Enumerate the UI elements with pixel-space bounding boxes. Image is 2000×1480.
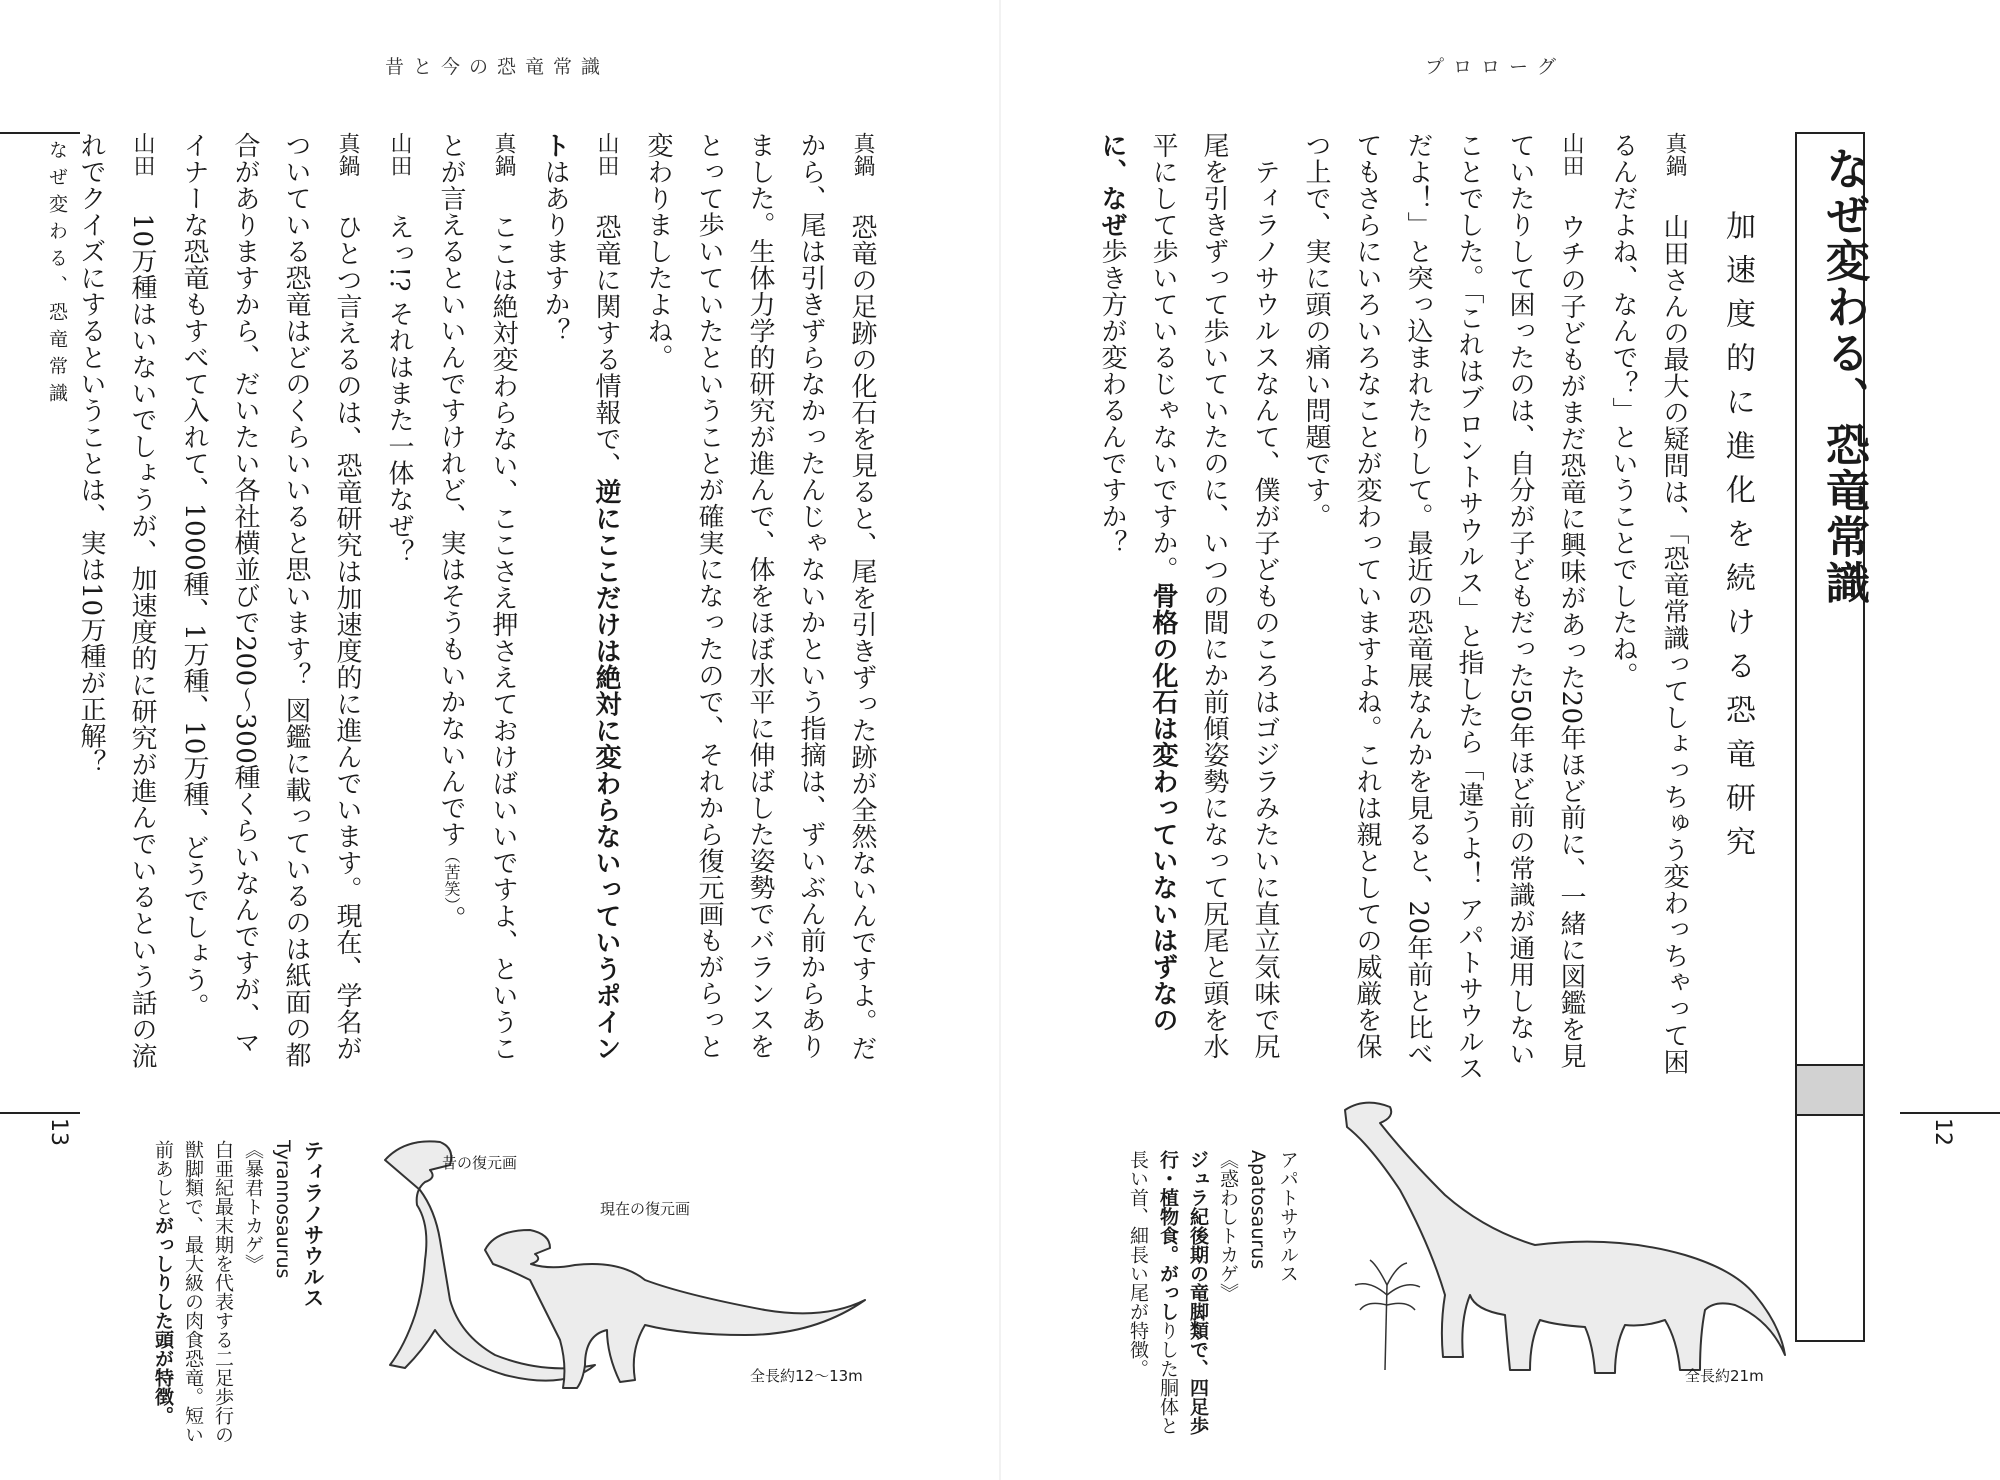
label-current-restoration: 現在の復元画 (600, 1200, 691, 1218)
label-old-restoration: 昔の復元画 (442, 1154, 518, 1172)
emphasis-text: 逆にここだけは絶対に変わらないっていうポイント (540, 132, 621, 1062)
section-spine-title: なぜ変わる、恐竜常識 (46, 140, 68, 410)
apatosaurus-length-label: 全長約21m (1685, 1367, 1764, 1385)
dialogue-paragraph: 真鍋 ひとつ言えるのは、恐竜研究は加速度的に進んでいます。現在、学名がついている恐竜はどのくらいいると思います？ 図鑑に載っているのは紙面の都合がありますから、だいたい各社横並びで200〜300種くらいなんですが、マイナーな恐竜もすべて入れて、1000種、1万種、10万種、どうでしょう。 (179, 132, 362, 1069)
dialogue-paragraph: 山田 恐竜に関する情報で、逆にここだけは絶対に変わらないっていうポイントはありますか？ (540, 132, 621, 1062)
caption-name-latin: Apatosaurus (1247, 1150, 1269, 1270)
chapter-title: なぜ変わる、恐竜常識 (1818, 146, 1869, 606)
dialogue-paragraph: 真鍋 ここは絶対変わらない、ここさえ押さえておけばいいですよ、ということが言えるといいんですけれど、実はそうもいかないんです（苦笑）。 (436, 132, 518, 1062)
caption-description: 白亜紀最末期を代表する二足歩行の獣脚類で、最大級の肉食恐竜。短い前あしとがっしりした頭が特徴。 (152, 1140, 234, 1444)
caption-name-latin: Tyrannosaurus (272, 1140, 294, 1279)
trex-length-label: 全長約12〜13m (750, 1367, 863, 1385)
page-number-left: 13 (46, 1118, 71, 1146)
trex-caption (128, 1140, 328, 1450)
cycad-plant (1355, 1260, 1420, 1370)
right-body-text (1097, 132, 1700, 1082)
caption-meaning: 《惑わしトカゲ》 (1217, 1150, 1239, 1302)
dialogue-paragraph: ティラノサウルスなんて、僕が子どものころはゴジラみたいに直立気味で尻尾を引きずって歩いていたのに、いつの間にか前傾姿勢になって尻尾と頭を水平にして歩いているじゃないですか。骨格の化石は変わっていないはずなのに、なぜ歩き方が変わるんですか？ (1097, 132, 1280, 1060)
caption-description: ジュラ紀後期の竜脚類で、四足歩行・植物食。がっしりした胴体と長い首、細長い尾が特徴。 (1127, 1150, 1209, 1435)
tyrannosaurus-illustration (345, 1130, 885, 1395)
apatosaurus-body (1345, 1103, 1785, 1373)
caption-meaning: 《暴君トカゲ》 (242, 1140, 264, 1273)
dialogue-paragraph: 真鍋 山田さんの最大の疑問は、「恐竜常識ってしょっちゅう変わっちゃって困るんだよね、なんで？」ということでしたね。 (1608, 132, 1689, 1075)
folio-rule (1900, 1112, 2000, 1114)
title-box-gray-band (1797, 1066, 1863, 1114)
running-head-right: プロローグ (1425, 56, 1566, 78)
apatosaurus-illustration (1315, 1095, 1795, 1385)
dialogue-paragraph: 山田 ウチの子どもがまだ恐竜に興味があった20年ほど前に、一緒に図鑑を見ていたりして困ったのは、自分が子どもだった50年ほど前の常識が通用しないことでした。「これはブロントサウルス」と指したら「違うよ！ アパトサウルスだよ！」と突っ込まれたりして。最近の恐竜展なんかを見ると、20年前と比べてもさらにいろいろなことが変わっていますよね。これは親としての威厳を保つ上で、実に頭の痛い問題です。 (1301, 132, 1586, 1082)
chapter-subtitle: 加速度的に進化を続ける恐竜研究 (1720, 210, 1755, 870)
emphasis-text: 骨格の化石は変わっていないはずなのに、なぜ (1097, 132, 1178, 1033)
apatosaurus-caption (1118, 1150, 1303, 1435)
dialogue-paragraph: 山田 えっ!? それはまた一体なぜ？ (384, 132, 414, 566)
right-page (1000, 0, 2000, 1480)
page-number-right: 12 (1930, 1118, 1955, 1146)
caption-name-jp: アパトサウルス (1277, 1150, 1299, 1283)
left-body-text (76, 132, 888, 1082)
chapter-title-box (1795, 132, 1869, 1342)
spine-bottom-rule (0, 1112, 80, 1114)
title-box-rule (1797, 1114, 1863, 1116)
dialogue-paragraph: 山田 10万種はいないでしょうが、加速度的に研究が進んでいるという話の流れでクイズにするということは、実は10万種が正解？ (76, 132, 157, 1070)
running-head-left: 昔と今の恐竜常識 (385, 56, 610, 78)
dialogue-paragraph: 真鍋 恐竜の足跡の化石を見ると、尾を引きずった跡が全然ないんですよ。だから、尾は引きずらなかったんじゃないかという指摘は、ずいぶん前からありました。生体力学的研究が進んで、体をほぼ水平に伸ばした姿勢でバランスをとって歩いていたということが確実になったので、それから復元画もがらっと変わりましたよね。 (643, 132, 877, 1062)
caption-name-jp: ティラノサウルス (301, 1140, 325, 1308)
